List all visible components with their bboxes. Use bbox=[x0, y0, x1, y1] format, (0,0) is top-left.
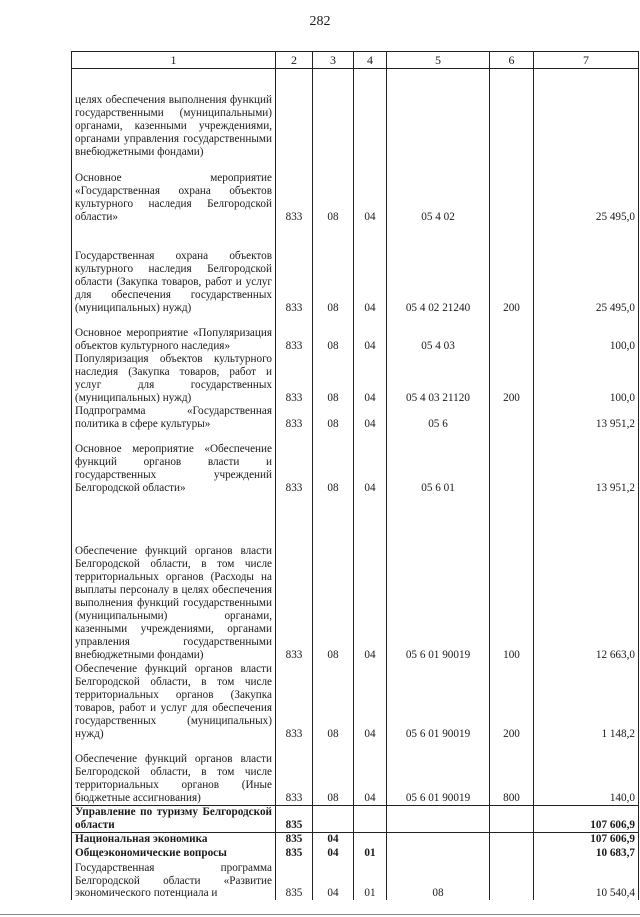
row-name-cell: Национальная экономика bbox=[72, 832, 276, 846]
row-expense-type-cell bbox=[490, 832, 534, 846]
table-row bbox=[72, 832, 639, 846]
table-row bbox=[72, 860, 639, 900]
row-amount-cell: 10 683,7 bbox=[534, 846, 639, 860]
row-expense-type-cell bbox=[490, 315, 534, 353]
header-col-7: 7 bbox=[534, 52, 639, 69]
row-admin-code-cell: 835 bbox=[276, 832, 313, 846]
row-admin-code-cell bbox=[276, 69, 313, 159]
row-section-cell: 08 bbox=[313, 431, 354, 495]
row-amount-cell bbox=[534, 69, 639, 159]
row-subsection-cell: 04 bbox=[354, 662, 387, 741]
row-amount-cell: 107 606,9 bbox=[534, 832, 639, 846]
row-target-article-cell: 05 6 01 90019 bbox=[387, 741, 490, 806]
row-admin-code-cell: 833 bbox=[276, 315, 313, 353]
row-expense-type-cell bbox=[490, 806, 534, 833]
row-name-cell: Подпрограмма «Государственная политика в сфере культуры» bbox=[72, 405, 276, 431]
table-row bbox=[72, 431, 639, 495]
row-name-cell: Общеэкономические вопросы bbox=[72, 846, 276, 860]
row-name-cell: Государственная охрана объектов культурного наследия Белгородской области (Закупка товаров, работ и услуг для обеспечения государственных (муниципальных) нужд) bbox=[72, 224, 276, 315]
page-bottom-edge bbox=[0, 914, 640, 915]
row-expense-type-cell: 200 bbox=[490, 353, 534, 405]
row-target-article-cell: 05 6 01 90019 bbox=[387, 495, 490, 662]
row-amount-cell: 10 540,4 bbox=[534, 860, 639, 900]
row-admin-code-cell: 835 bbox=[276, 846, 313, 860]
row-section-cell: 04 bbox=[313, 860, 354, 900]
row-expense-type-cell bbox=[490, 69, 534, 159]
header-col-6: 6 bbox=[490, 52, 534, 69]
row-amount-cell: 140,0 bbox=[534, 741, 639, 806]
row-name-cell: Государственная программа Белгородской области «Развитие экономического потенциала и bbox=[72, 860, 276, 900]
row-amount-cell: 1 148,2 bbox=[534, 662, 639, 741]
row-admin-code-cell: 833 bbox=[276, 495, 313, 662]
row-target-article-cell bbox=[387, 69, 490, 159]
row-name-cell: Обеспечение функций органов власти Белгородской области, в том числе территориальных органов (Закупка товаров, работ и услуг для обеспечения государственных (муниципальных) нужд) bbox=[72, 662, 276, 741]
row-name-cell: Основное мероприятие «Обеспечение функций органов власти и государственных учреждений Белгородской области» bbox=[72, 431, 276, 495]
row-target-article-cell: 05 6 01 bbox=[387, 431, 490, 495]
row-subsection-cell: 01 bbox=[354, 846, 387, 860]
row-expense-type-cell bbox=[490, 431, 534, 495]
row-section-cell: 08 bbox=[313, 495, 354, 662]
row-name-cell: Основное мероприятие «Государственная охрана объектов культурного наследия Белгородской области» bbox=[72, 159, 276, 224]
row-subsection-cell: 04 bbox=[354, 315, 387, 353]
row-admin-code-cell: 833 bbox=[276, 662, 313, 741]
row-amount-cell: 107 606,9 bbox=[534, 806, 639, 833]
row-admin-code-cell: 833 bbox=[276, 159, 313, 224]
row-expense-type-cell bbox=[490, 159, 534, 224]
row-target-article-cell: 08 bbox=[387, 860, 490, 900]
row-subsection-cell bbox=[354, 806, 387, 833]
row-subsection-cell bbox=[354, 69, 387, 159]
row-admin-code-cell: 835 bbox=[276, 806, 313, 833]
table-row bbox=[72, 405, 639, 431]
table-row bbox=[72, 662, 639, 741]
row-amount-cell: 12 663,0 bbox=[534, 495, 639, 662]
row-subsection-cell: 01 bbox=[354, 860, 387, 900]
table-row bbox=[72, 69, 639, 159]
row-amount-cell: 13 951,2 bbox=[534, 431, 639, 495]
row-target-article-cell: 05 4 02 21240 bbox=[387, 224, 490, 315]
row-target-article-cell bbox=[387, 806, 490, 833]
header-col-3: 3 bbox=[313, 52, 354, 69]
row-expense-type-cell: 200 bbox=[490, 224, 534, 315]
row-amount-cell: 13 951,2 bbox=[534, 405, 639, 431]
row-name-cell: Популяризация объектов культурного наследия (Закупка товаров, работ и услуг для государственных (муниципальных) нужд) bbox=[72, 353, 276, 405]
row-amount-cell: 25 495,0 bbox=[534, 224, 639, 315]
row-subsection-cell: 04 bbox=[354, 159, 387, 224]
budget-table bbox=[71, 51, 639, 900]
row-section-cell bbox=[313, 806, 354, 833]
row-admin-code-cell: 835 bbox=[276, 860, 313, 900]
row-name-cell: Управление по туризму Белгородской области bbox=[72, 806, 276, 833]
row-name-cell: целях обеспечения выполнения функций государственными (муниципальными) органами, казенными учреждениями, органами управления государственными внебюджетными фондами) bbox=[72, 69, 276, 159]
table-row bbox=[72, 806, 639, 833]
header-col-1: 1 bbox=[72, 52, 276, 69]
row-subsection-cell bbox=[354, 832, 387, 846]
table-row bbox=[72, 353, 639, 405]
row-section-cell: 08 bbox=[313, 662, 354, 741]
row-amount-cell: 25 495,0 bbox=[534, 159, 639, 224]
row-section-cell bbox=[313, 69, 354, 159]
row-name-cell: Обеспечение функций органов власти Белгородской области, в том числе территориальных органов (Иные бюджетные ассигнования) bbox=[72, 741, 276, 806]
row-expense-type-cell: 800 bbox=[490, 741, 534, 806]
row-section-cell: 08 bbox=[313, 353, 354, 405]
row-section-cell: 08 bbox=[313, 159, 354, 224]
row-section-cell: 08 bbox=[313, 315, 354, 353]
row-expense-type-cell: 200 bbox=[490, 662, 534, 741]
header-col-2: 2 bbox=[276, 52, 313, 69]
table-row bbox=[72, 846, 639, 860]
row-expense-type-cell bbox=[490, 860, 534, 900]
row-target-article-cell: 05 4 03 bbox=[387, 315, 490, 353]
row-subsection-cell: 04 bbox=[354, 741, 387, 806]
row-name-cell: Обеспечение функций органов власти Белгородской области, в том числе территориальных органов (Расходы на выплаты персоналу в целях обеспечения выполнения функций государственными (муниципальными) органами, казенными учреждениями, органами управления государственными внебюджетными фондами) bbox=[72, 495, 276, 662]
row-target-article-cell: 05 6 bbox=[387, 405, 490, 431]
row-admin-code-cell: 833 bbox=[276, 224, 313, 315]
row-expense-type-cell: 100 bbox=[490, 495, 534, 662]
row-admin-code-cell: 833 bbox=[276, 405, 313, 431]
header-col-4: 4 bbox=[354, 52, 387, 69]
row-section-cell: 08 bbox=[313, 224, 354, 315]
table-row bbox=[72, 315, 639, 353]
row-subsection-cell: 04 bbox=[354, 431, 387, 495]
header-col-5: 5 bbox=[387, 52, 490, 69]
row-admin-code-cell: 833 bbox=[276, 741, 313, 806]
row-section-cell: 04 bbox=[313, 832, 354, 846]
table-row bbox=[72, 741, 639, 806]
row-target-article-cell bbox=[387, 832, 490, 846]
row-section-cell: 04 bbox=[313, 846, 354, 860]
row-section-cell: 08 bbox=[313, 405, 354, 431]
row-section-cell: 08 bbox=[313, 741, 354, 806]
table-row bbox=[72, 159, 639, 224]
row-target-article-cell: 05 4 03 21120 bbox=[387, 353, 490, 405]
row-amount-cell: 100,0 bbox=[534, 353, 639, 405]
row-target-article-cell bbox=[387, 846, 490, 860]
row-name-cell: Основное мероприятие «Популяризация объектов культурного наследия» bbox=[72, 315, 276, 353]
table-row bbox=[72, 224, 639, 315]
row-subsection-cell: 04 bbox=[354, 224, 387, 315]
row-admin-code-cell: 833 bbox=[276, 353, 313, 405]
row-subsection-cell: 04 bbox=[354, 495, 387, 662]
row-expense-type-cell bbox=[490, 405, 534, 431]
page-number: 282 bbox=[309, 14, 331, 29]
row-subsection-cell: 04 bbox=[354, 405, 387, 431]
row-amount-cell: 100,0 bbox=[534, 315, 639, 353]
table-row bbox=[72, 495, 639, 662]
row-admin-code-cell: 833 bbox=[276, 431, 313, 495]
row-target-article-cell: 05 4 02 bbox=[387, 159, 490, 224]
header-row bbox=[72, 52, 639, 69]
row-expense-type-cell bbox=[490, 846, 534, 860]
row-target-article-cell: 05 6 01 90019 bbox=[387, 662, 490, 741]
row-subsection-cell: 04 bbox=[354, 353, 387, 405]
